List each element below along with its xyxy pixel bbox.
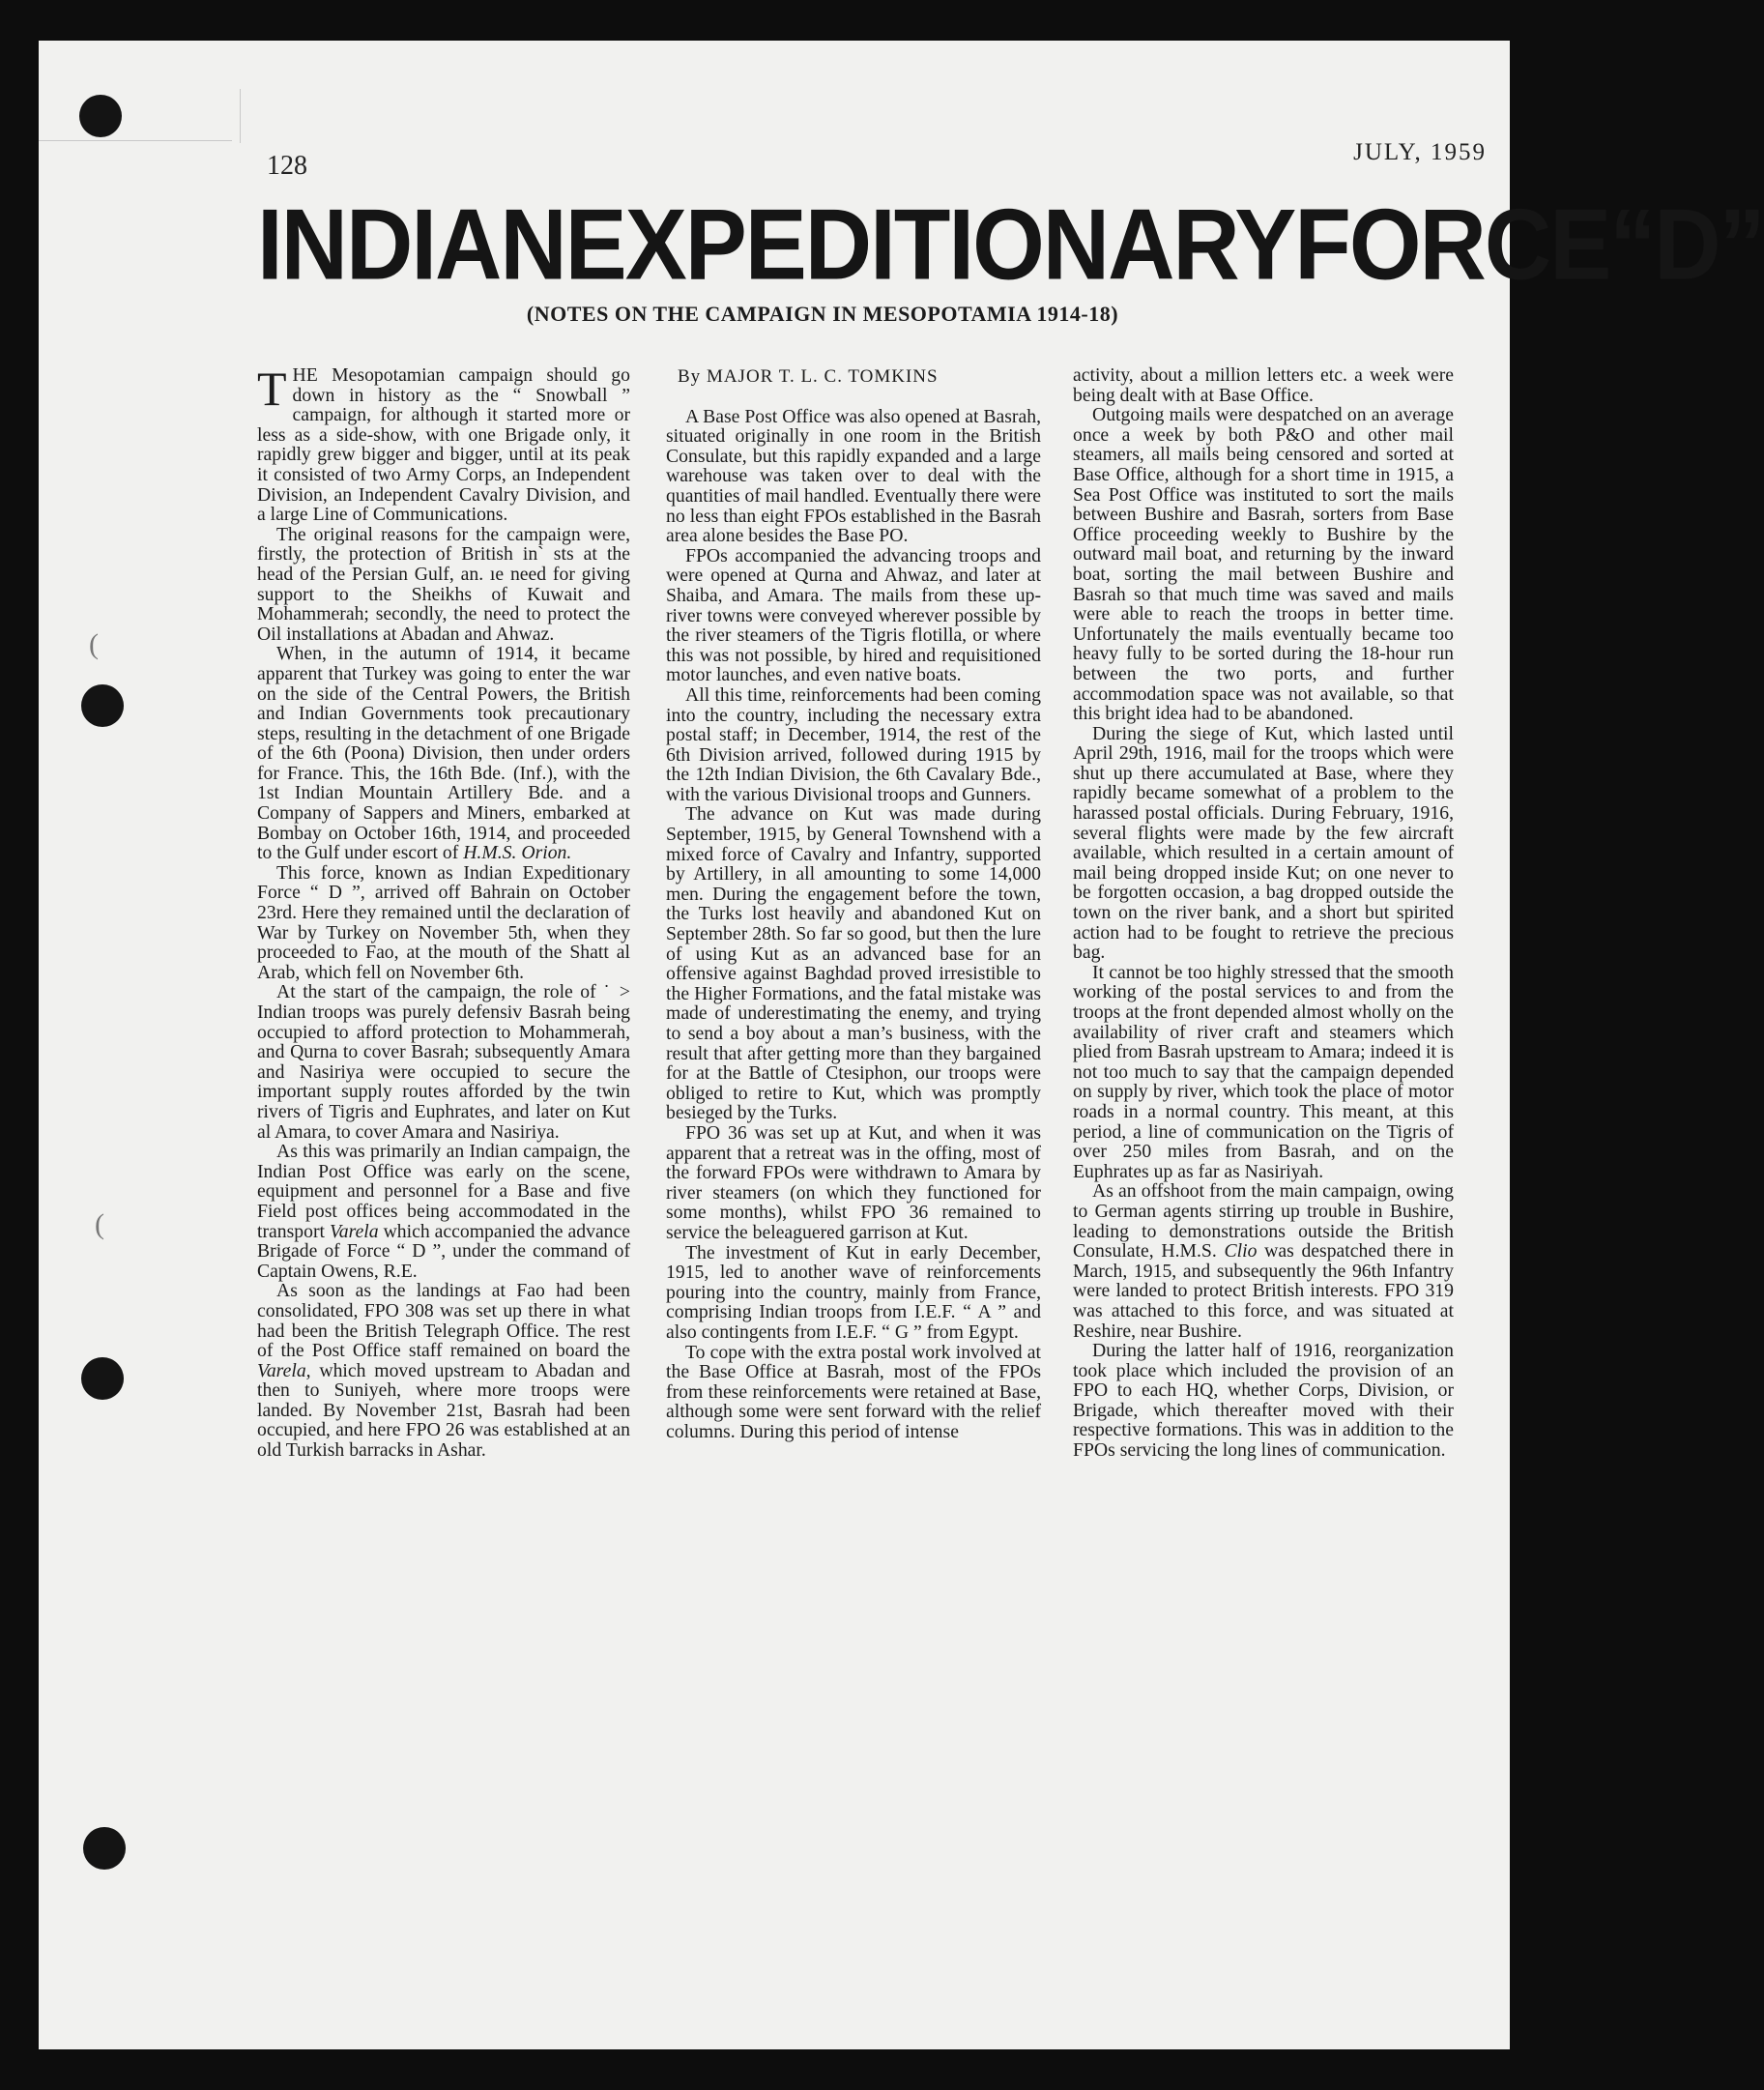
ship-name: Varela, <box>257 1359 311 1381</box>
paragraph: At the start of the campaign, the role of ˙ ˃ Indian troops was purely defensiv Basrah being occupied to afford protection to Mohammerah, and Qurna to cover Basrah; subsequently Amara and Nasiriya were occupied to secure the important supply routes afforded by the twin rivers of Tigris and Euphrates, and later on Kut al Amara, to cover Amara and Nasiriya. <box>257 981 630 1143</box>
paragraph-text: When, in the autumn of 1914, it became apparent that Turkey was going to enter the war on the side of the Central Powers, the British and Indian Governments took precautionary steps, resulting in the detachment of one Brigade of the 6th (Poona) Division, then under orders for France. This, the 16th Bde. (Inf.), with the 1st Indian Mountain Artillery Bde. and a Company of Sappers and Miners, embarked at Bombay on October 16th, 1914, and proceeded to the Gulf under escort of <box>257 643 630 864</box>
paragraph: FPOs accompanied the advancing troops and were opened at Qurna and Ahwaz, and later at Shaiba, and Amara. The mails from these up-river towns were conveyed wherever possible by the river steamers of the Tigris flotilla, or where this was not possible, by hired and requisitioned motor launches, and even native boats. <box>666 544 1041 686</box>
paragraph: Outgoing mails were despatched on an average once a week by both P&O and other mail steamers, all mails being censored and sorted at Base Office, although for a short time in 1915, a Sea Post Office was instituted to sort the mails between Bushire and Basrah, sorters from Base Office proceeding weekly to Bushire by the outward mail boat, and returning by the inward boat, sorting the mail between Bushire and Basrah so that much time was saved and mails were able to reach the troops in better time. Unfortunately the mails eventually became too heavy fully to be sorted during the 18-hour run between the two ports, and further accommodation space was not available, so that this bright idea had to be abandoned. <box>1073 404 1454 725</box>
punch-hole <box>79 95 122 137</box>
article-title <box>257 189 1764 302</box>
paragraph <box>257 1142 630 1281</box>
article-subtitle: (NOTES ON THE CAMPAIGN IN MESOPOTAMIA 1914-18) <box>526 302 1119 326</box>
paragraph: During the latter half of 1916, reorganization took place which included the provision of an FPO to each HQ, whether Corps, Division, or Brigade, which thereafter moved with their respective formations. This was in addition to the FPOs servicing the long lines of communication. <box>1073 1340 1454 1462</box>
paragraph-text: which moved upstream to Abadan and then to Suniyeh, where more troops were landed. By November 21st, Basrah had been occupied, and here FPO 26 was established at an old Turkish barracks in Ashar. <box>257 1359 630 1462</box>
paragraph <box>257 362 630 526</box>
punch-hole <box>81 684 124 727</box>
paragraph: FPO 36 was set up at Kut, and when it was apparent that a retreat was in the offing, most of the forward FPOs were withdrawn to Amara by river steamers (on which they functioned for some months), whilst FPO 36 remained to service the beleaguered garrison at Kut. <box>666 1121 1041 1243</box>
paragraph: All this time, reinforcements had been coming into the country, including the necessary extra postal staff; in December, 1914, the rest of the 6th Division arrived, followed during 1915 by the 12th Indian Division, the 6th Cavalary Bde., with the various Divisional troops and Gunners. <box>666 683 1041 805</box>
paragraph-text: As this was primarily an Indian campaign, the Indian Post Office was early on the scene, equipment and personnel for a Base and five Field post offices being accommodated in the transport <box>257 1141 630 1242</box>
paragraph: The investment of Kut in early December, 1915, led to another wave of reinforcements pouring into the country, mainly from France, comprising Indian troops from I.E.F. “ A ” and also contingents from I.E.F. “ G ” from Egypt. <box>666 1241 1041 1343</box>
paragraph: The original reasons for the campaign were, firstly, the protection of British in⁠` sts at the head of the Persian Gulf, an. ıe need for giving support to the Sheikhs of Kuwait and Mohammerah; secondly, the need to protect the Oil installations at Abadan and Ahwaz. <box>257 523 630 645</box>
paragraph <box>1073 1181 1454 1341</box>
issue-date: JULY, 1959 <box>1353 139 1487 165</box>
paragraph: activity, about a million letters etc. a week were being dealt with at Base Office. <box>1073 364 1454 406</box>
text-column-1 <box>257 362 630 1462</box>
margin-mark: ( <box>89 628 99 660</box>
text-column-2 <box>666 365 1041 1441</box>
paragraph-text: HE Mesopotamian campaign should go down in history as the “ Snowball ” campaign, for although it started more or less as a side-show, with one Brigade only, it rapidly grew bigger and bigger, until at its peak it consisted of two Army Corps, an Independent Division, an Independent Cavalry Division, and a large Line of Communications. <box>257 364 630 526</box>
ship-name: Varela <box>329 1220 379 1242</box>
paragraph <box>257 1281 630 1460</box>
paragraph <box>257 644 630 863</box>
byline <box>678 365 1041 388</box>
ship-name: Clio <box>1224 1240 1258 1263</box>
margin-mark: ( <box>95 1208 104 1240</box>
paragraph: To cope with the extra postal work involved at the Base Office at Basrah, most of the FPOs from these reinforcements were retained at Base, although some were sent forward with the relief columns. During this period of intense <box>666 1341 1041 1442</box>
title-word: INDIAN <box>257 189 565 302</box>
text-column-3 <box>1073 365 1454 1461</box>
page-number: 128 <box>267 151 307 181</box>
byline-prefix: By <box>678 366 707 387</box>
ship-name: H.M.S. Orion. <box>463 842 572 864</box>
drop-cap: T <box>257 362 287 416</box>
punch-hole <box>83 1827 126 1870</box>
paragraph: During the siege of Kut, which lasted until April 29th, 1916, mail for the troops which were shut up there accumulated at Base, where they rapidly became somewhat of a problem to the harassed postal officials. During February, 1916, several flights were made by the few aircraft available, which resulted in a certain amount of mail being dropped inside Kut; on one never to be forgotten occasion, a bag dropped outside the town on the river bank, and a short but spirited action had to be fought to retrieve the precious bag. <box>1073 722 1454 964</box>
paragraph-text: As soon as the landings at Fao had been consolidated, FPO 308 was set up there in what had been the British Telegraph Office. The rest of the Post Office staff remained on board the <box>257 1280 630 1362</box>
title-word: “D” <box>1609 189 1764 302</box>
paragraph-text: was despatched there in March, 1915, and subsequently the 96th Infantry were landed to protect British interests. FPO 319 was attached to this force, and was situated at Reshire, near Bushire. <box>1073 1240 1454 1342</box>
paragraph: The advance on Kut was made during September, 1915, by General Townshend with a mixed force of Cavalry and Infantry, supported by Artillery, in all amounting to some 14,000 men. During the engagement before the town, the Turks lost heavily and abandoned Kut on September 28th. So far so good, but then the lure of using Kut as an advanced base for an offensive against Baghdad proved irresistible to the Higher Formations, and the fatal mistake was made of underestimating the enemy, and trying to send a boy about a man’s business, with the result that after getting more than they bargained for at the Battle of Ctesiphon, our troops were obliged to retire to Kut, which was promptly besieged by the Turks. <box>666 803 1041 1124</box>
punch-hole <box>81 1357 124 1400</box>
faint-rule <box>240 89 241 143</box>
paragraph: This force, known as Indian Expeditionary Force “ D ”, arrived off Bahrain on October 23rd. Here they remained until the declaration of War by Turkey on November 5th, when they proceeded to Fao, at the mouth of the Shatt al Arab, which fell on November 6th. <box>257 861 630 983</box>
faint-rule <box>39 140 232 141</box>
title-word: FORCE <box>1294 189 1610 302</box>
paragraph: It cannot be too highly stressed that the smooth working of the postal services to and from the troops at the front depended almost wholly on the availability of river craft and steamers which plied from Basrah upstream to Amara; indeed it is not too much to say that the campaign depended on supply by river, which took the place of motor roads in a normal country. This meant, at this period, a line of communication on the Tigris of over 250 miles from Basrah, and on the Euphrates up as far as Nasiriyah. <box>1073 961 1454 1182</box>
paragraph-text: which accompanied the advance Brigade of Force “ D ”, under the command of Captain Owens, R.E. <box>257 1220 630 1282</box>
paragraph-text: As an offshoot from the main campaign, owing to German agents stirring up trouble in Bushire, leading to demonstrations outside the British Consulate, H.M.S. <box>1073 1180 1454 1263</box>
author-name: MAJOR T. L. C. TOMKINS <box>706 366 939 387</box>
paragraph: A Base Post Office was also opened at Basrah, situated originally in one room in the British Consulate, but this rapidly expanded and a large warehouse was taken over to deal with the quantities of mail handled. Eventually there were no less than eight FPOs established in the Basrah area alone besides the Base PO. <box>666 405 1041 547</box>
title-word: EXPEDITIONARY <box>564 189 1295 302</box>
